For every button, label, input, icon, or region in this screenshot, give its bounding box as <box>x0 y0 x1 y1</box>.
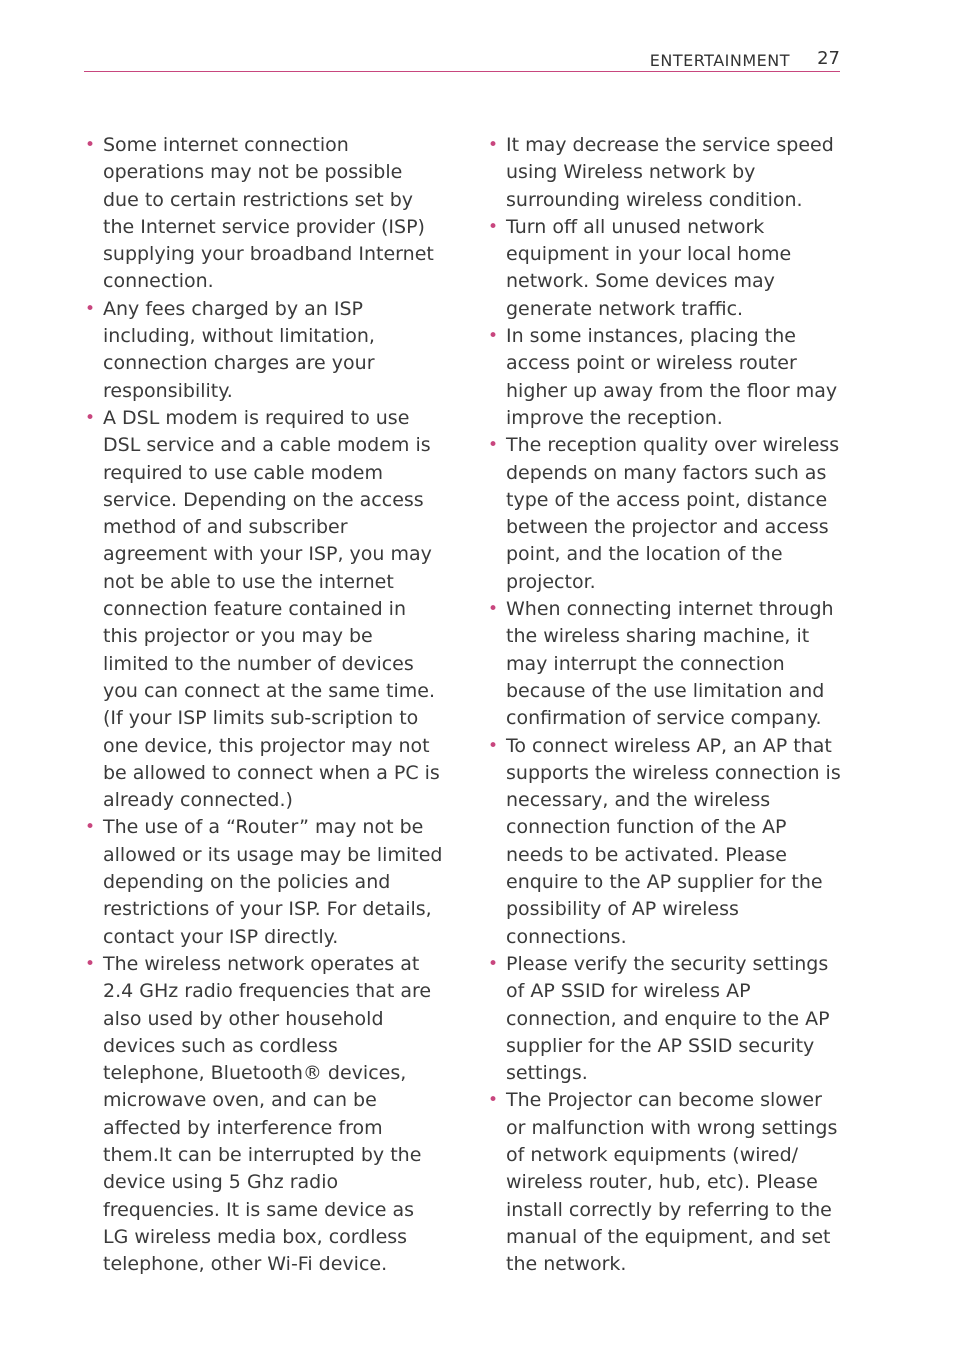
bullet-icon: • <box>85 953 96 974</box>
bullet-text: Please verify the security settings of AP SSID for wireless AP connection, and enquire to the AP supplier for the AP SSID security settings. <box>506 952 830 1085</box>
bullet-item <box>84 405 444 814</box>
section-title: ENTERTAINMENT <box>649 51 790 70</box>
bullet-icon: • <box>488 435 499 456</box>
bullet-icon: • <box>85 407 96 428</box>
bullet-item <box>487 733 847 951</box>
bullet-icon: • <box>488 953 499 974</box>
bullet-item <box>487 323 847 432</box>
bullet-text: The reception quality over wireless depends on many factors such as type of the access point, distance between the projector and access point, and the location of the projector. <box>506 434 840 593</box>
bullet-text: When connecting internet through the wireless sharing machine, it may interrupt the connection because of the use limitation and confirmation of service company. <box>506 598 834 730</box>
bullet-text: Some internet connection operations may not be possible due to certain restrictions set by the Internet service provider (ISP) supplying your broadband Internet connection. <box>103 134 434 293</box>
bullet-item <box>84 951 444 1279</box>
bullet-text: In some instances, placing the access point or wireless router higher up away from the floor may improve the reception. <box>506 325 838 429</box>
bullet-item <box>487 432 847 596</box>
bullet-item <box>487 596 847 732</box>
bullet-icon: • <box>85 135 96 155</box>
bullet-icon: • <box>488 599 499 620</box>
bullet-item <box>487 214 847 323</box>
bullet-icon: • <box>488 1090 499 1111</box>
bullet-text: The use of a “Router” may not be allowed or its usage may be limited depending on the policies and restrictions of your ISP. For details, contact your ISP directly. <box>103 816 443 948</box>
page-header <box>84 44 840 72</box>
bullet-text: The Projector can become slower or malfunction with wrong settings of network equipments (wired/ wireless router, hub, etc). Please install correctly by referring to the manual of the equipment, and set the network. <box>506 1089 838 1276</box>
page-number: 27 <box>817 48 840 69</box>
left-column <box>84 132 444 1278</box>
bullet-icon: • <box>85 298 96 319</box>
bullet-item <box>84 814 444 950</box>
bullet-item <box>487 1087 847 1278</box>
bullet-item <box>84 296 444 405</box>
bullet-text: The wireless network operates at 2.4 GHz radio frequencies that are also used by other household devices such as cordless telephone, Bluetooth® devices, microwave oven, and can be affected by interference from them.It can be interrupted by the device using 5 Ghz radio frequencies. It is same device as LG wireless media box, cordless telephone, other Wi-Fi device. <box>103 952 432 1276</box>
bullet-icon: • <box>488 326 499 347</box>
header-divider <box>84 71 840 72</box>
bullet-text: It may decrease the service speed using Wireless network by surrounding wireless condition. <box>506 134 834 211</box>
bullet-icon: • <box>488 216 499 237</box>
bullet-text: A DSL modem is required to use DSL service and a cable modem is required to use cable modem service. Depending on the access method of and subscriber agreement with your ISP, you may not be able to use the internet connection feature contained in this projector or you may be limited to the number of devices you can connect at the same time. (If your ISP limits sub-scription to one device, this projector may not be allowed to connect when a PC is already connected.) <box>103 406 440 812</box>
right-column <box>487 132 847 1278</box>
bullet-icon: • <box>488 135 499 155</box>
bullet-item <box>487 951 847 1087</box>
bullet-icon: • <box>488 735 499 756</box>
bullet-text: To connect wireless AP, an AP that supports the wireless connection is necessary, and the wireless connection function of the AP needs to be activated. Please enquire to the AP supplier for the possibility of AP wireless connections. <box>506 734 841 948</box>
bullet-text: Turn off all unused network equipment in your local home network. Some devices may generate network traffic. <box>506 215 792 320</box>
bullet-item <box>487 132 847 214</box>
bullet-item <box>84 132 444 296</box>
bullet-icon: • <box>85 817 96 838</box>
bullet-text: Any fees charged by an ISP including, without limitation, connection charges are your responsibility. <box>103 297 375 402</box>
